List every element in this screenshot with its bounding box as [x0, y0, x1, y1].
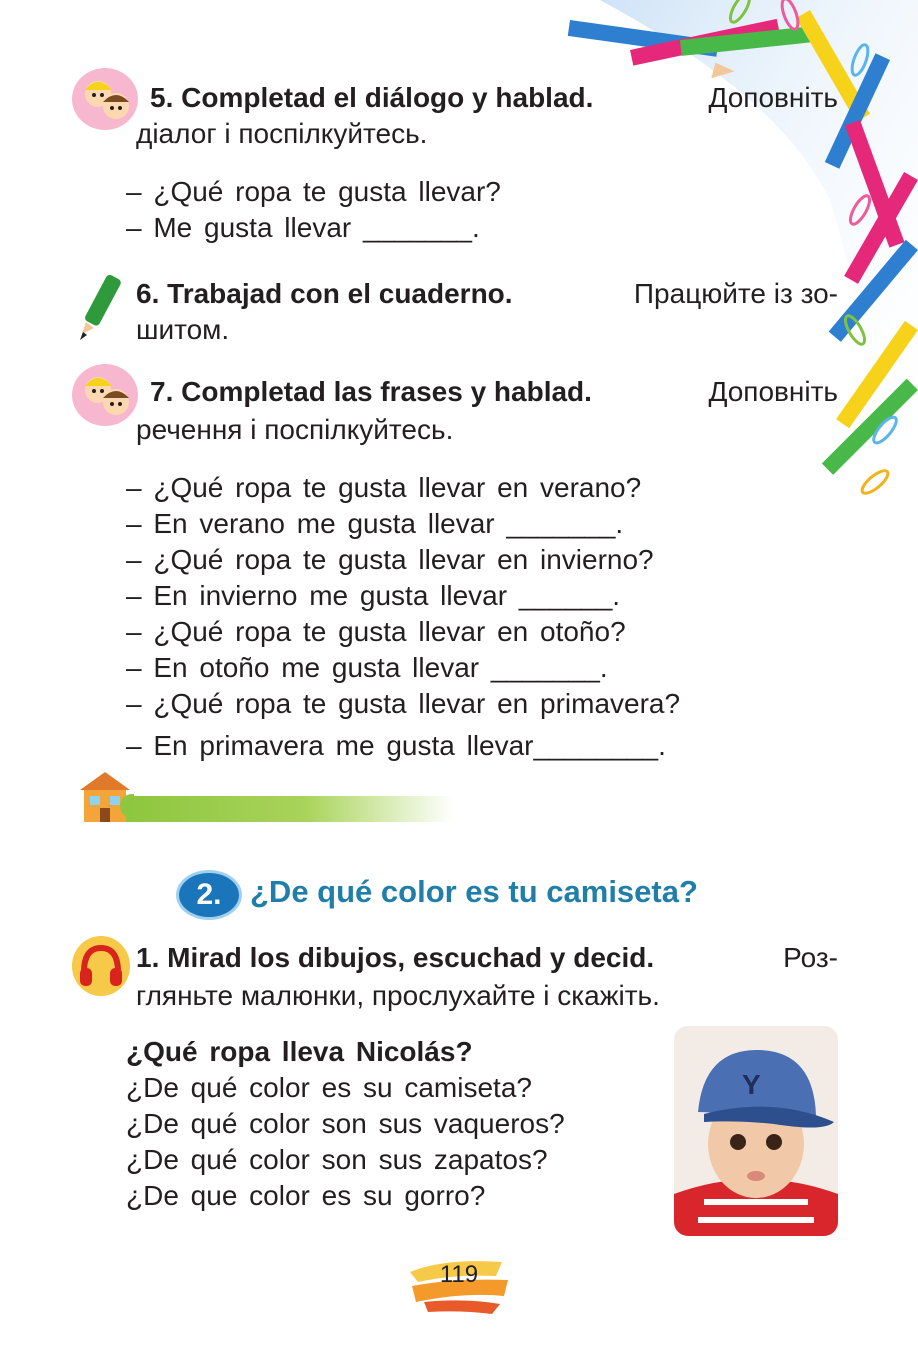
exercise-7-title: 7. Completad las frases y hablad. [150, 376, 592, 407]
exercise-7-instruction-line1 [136, 374, 838, 410]
house-icon [76, 770, 134, 824]
exercise-7-dialog-line: – ¿Qué ropa te gusta llevar en verano? [126, 472, 642, 503]
exercise-7-translation-part1: Доповніть [708, 376, 838, 407]
exercise-7-dialog-line: – En invierno me gusta llevar ______. [126, 580, 621, 611]
cap-letter: Y [742, 1069, 761, 1100]
exercise-5-instruction-line1 [136, 80, 838, 116]
exercise-1-question: ¿De qué color son sus vaqueros? [126, 1108, 565, 1139]
page-number-badge [404, 1246, 514, 1318]
section-title: ¿De qué color es tu camiseta? [250, 874, 698, 909]
exercise-7-translation-part2: речення і поспілкуйтесь. [136, 414, 454, 445]
exercise-7-dialog-line: – ¿Qué ropa te gusta llevar en primavera? [126, 688, 681, 719]
boy-photo [674, 1026, 838, 1236]
exercise-1-question: ¿De qué color es su camiseta? [126, 1072, 532, 1103]
exercise-1-heading: ¿Qué ropa lleva Nicolás? [126, 1036, 473, 1067]
exercise-7-dialog-line: – ¿Qué ropa te gusta llevar en invierno? [126, 544, 654, 575]
exercise-1-instruction-line1 [136, 940, 838, 976]
exercise-6-translation-part2: шитом. [136, 314, 230, 345]
exercise-7-dialog-line: – En otoño me gusta llevar _______. [126, 652, 608, 683]
exercise-5-dialog-line: – ¿Qué ropa te gusta llevar? [126, 176, 501, 207]
section-divider-bar [124, 796, 454, 822]
kids-talking-icon [72, 364, 138, 426]
pen-icon [72, 272, 128, 342]
headphones-icon [72, 936, 130, 996]
kids-talking-icon [72, 68, 138, 130]
exercise-5-title: 5. Completad el diálogo y hablad. [150, 82, 594, 113]
exercise-1-translation-part2: гляньте малюнки, прослухайте і скажіть. [136, 980, 660, 1011]
exercise-6-title: 6. Trabajad con el cuaderno. [136, 278, 513, 309]
exercise-1-question: ¿De qué color son sus zapatos? [126, 1144, 548, 1175]
page-number: 119 [439, 1261, 479, 1288]
exercise-6-translation-part1: Працюйте із зо- [633, 278, 838, 309]
exercise-7-dialog-line: – En verano me gusta llevar _______. [126, 508, 624, 539]
pencils-decoration [560, 0, 918, 520]
section-number-badge: 2. [176, 870, 242, 920]
exercise-7-dialog-line: – ¿Qué ropa te gusta llevar en otoño? [126, 616, 626, 647]
exercise-5-translation-part1: Доповніть [708, 82, 838, 113]
exercise-1-translation-part1: Роз- [783, 942, 838, 973]
exercise-6-instruction-line1 [136, 276, 838, 312]
exercise-5-dialog-line: – Me gusta llevar _______. [126, 212, 480, 243]
exercise-1-title: 1. Mirad los dibujos, escuchad y decid. [136, 942, 655, 973]
exercise-1-question: ¿De que color es su gorro? [126, 1180, 486, 1211]
paper-clip-icon [859, 467, 891, 497]
exercise-7-dialog-line: – En primavera me gusta llevar________. [126, 730, 666, 761]
exercise-5-translation-part2: діалог і поспілкуйтесь. [136, 118, 428, 149]
